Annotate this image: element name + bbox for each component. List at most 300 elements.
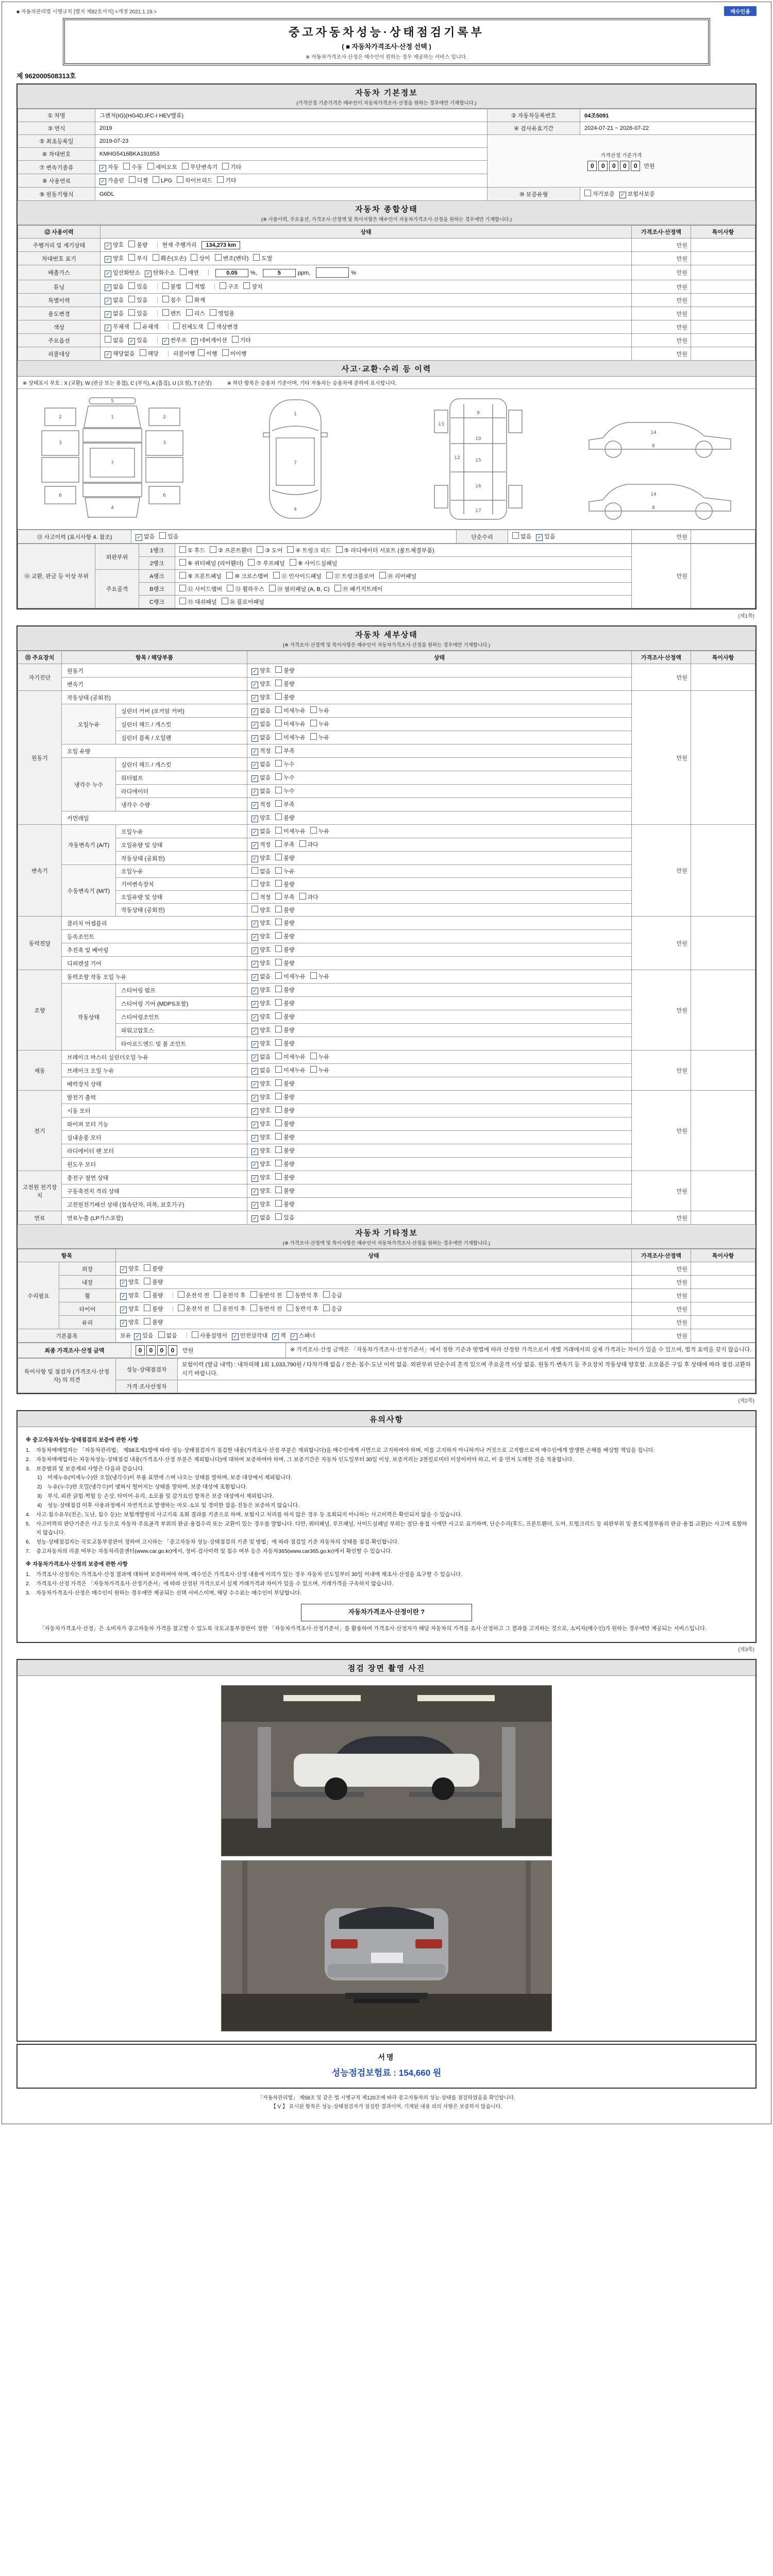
- checkbox[interactable]: [275, 959, 282, 965]
- checkbox-checked[interactable]: ✓: [251, 1122, 258, 1128]
- checkbox-option[interactable]: [186, 282, 205, 291]
- checkbox[interactable]: [512, 532, 519, 539]
- checkbox-option[interactable]: [287, 1291, 318, 1299]
- checkbox-option[interactable]: [251, 733, 271, 742]
- checkbox-checked[interactable]: ✓: [105, 243, 111, 249]
- checkbox-option[interactable]: [186, 309, 205, 317]
- checkbox[interactable]: [251, 880, 258, 887]
- checkbox[interactable]: [275, 1187, 282, 1193]
- checkbox[interactable]: [243, 282, 250, 289]
- checkbox[interactable]: [159, 532, 166, 539]
- checkbox-option[interactable]: [182, 163, 217, 171]
- checkbox[interactable]: [275, 906, 282, 912]
- checkbox[interactable]: [227, 585, 233, 591]
- checkbox-option[interactable]: [287, 546, 331, 554]
- checkbox-option[interactable]: [275, 760, 294, 768]
- checkbox-option[interactable]: [251, 893, 271, 901]
- checkbox[interactable]: [129, 176, 136, 183]
- checkbox-option[interactable]: [128, 241, 147, 249]
- checkbox-option[interactable]: [310, 720, 329, 728]
- checkbox-option[interactable]: [275, 840, 294, 849]
- checkbox-checked[interactable]: ✓: [251, 1175, 258, 1182]
- checkbox-option[interactable]: [251, 1160, 271, 1168]
- checkbox-checked[interactable]: ✓: [251, 1068, 258, 1075]
- checkbox-option[interactable]: [251, 880, 271, 888]
- checkbox-option[interactable]: [275, 680, 294, 688]
- checkbox-option[interactable]: [210, 546, 252, 554]
- checkbox[interactable]: [379, 572, 386, 579]
- checkbox[interactable]: [275, 919, 282, 925]
- checkbox-checked[interactable]: ✓: [251, 749, 258, 755]
- checkbox-checked[interactable]: ✓: [251, 1162, 258, 1168]
- checkbox[interactable]: [144, 1278, 150, 1284]
- checkbox-option[interactable]: [179, 546, 205, 554]
- checkbox-option[interactable]: [134, 323, 159, 331]
- checkbox-option[interactable]: [310, 1053, 329, 1061]
- checkbox-checked[interactable]: ✓: [99, 165, 106, 172]
- checkbox[interactable]: [162, 282, 169, 289]
- checkbox-checked[interactable]: ✓: [145, 270, 152, 277]
- checkbox[interactable]: [275, 733, 282, 740]
- checkbox[interactable]: [275, 867, 282, 874]
- checkbox-option[interactable]: [275, 1026, 294, 1034]
- checkbox-checked[interactable]: ✓: [120, 1320, 127, 1327]
- checkbox-checked[interactable]: ✓: [120, 1280, 127, 1286]
- checkbox[interactable]: [153, 254, 159, 261]
- checkbox-checked[interactable]: ✓: [120, 1293, 127, 1300]
- checkbox[interactable]: [220, 282, 226, 289]
- checkbox[interactable]: [179, 559, 186, 566]
- checkbox-option[interactable]: [158, 1331, 177, 1340]
- checkbox[interactable]: [128, 296, 135, 302]
- checkbox-checked[interactable]: ✓: [136, 534, 142, 541]
- checkbox-option[interactable]: [287, 1304, 318, 1313]
- checkbox-option[interactable]: [105, 268, 140, 277]
- checkbox-option[interactable]: [105, 309, 124, 318]
- checkbox[interactable]: [275, 666, 282, 673]
- checkbox-checked[interactable]: ✓: [251, 1202, 258, 1209]
- checkbox[interactable]: [191, 254, 197, 261]
- checkbox-option[interactable]: [105, 323, 129, 331]
- checkbox-option[interactable]: [251, 840, 271, 849]
- checkbox-checked[interactable]: ✓: [105, 298, 111, 304]
- checkbox-option[interactable]: [275, 972, 306, 980]
- checkbox[interactable]: [275, 1039, 282, 1046]
- checkbox[interactable]: [134, 323, 141, 329]
- checkbox[interactable]: [310, 706, 317, 713]
- checkbox-option[interactable]: [180, 268, 199, 277]
- checkbox-option[interactable]: [192, 1331, 227, 1340]
- checkbox[interactable]: [162, 296, 169, 302]
- checkbox-option[interactable]: [251, 666, 271, 675]
- checkbox[interactable]: [287, 1291, 293, 1298]
- checkbox[interactable]: [180, 268, 187, 275]
- checkbox-option[interactable]: [144, 1278, 163, 1286]
- checkbox-option[interactable]: [128, 254, 147, 262]
- checkbox[interactable]: [275, 1066, 282, 1073]
- checkbox-option[interactable]: [251, 959, 271, 968]
- checkbox-option[interactable]: [222, 598, 264, 606]
- checkbox[interactable]: [275, 1173, 282, 1180]
- checkbox[interactable]: [182, 163, 189, 170]
- checkbox-option[interactable]: [191, 254, 210, 262]
- checkbox[interactable]: [158, 1331, 165, 1338]
- checkbox[interactable]: [250, 1304, 257, 1311]
- checkbox-option[interactable]: [269, 585, 330, 593]
- checkbox[interactable]: [275, 720, 282, 726]
- checkbox-option[interactable]: [251, 1079, 271, 1088]
- checkbox-option[interactable]: [215, 254, 249, 262]
- checkbox-option[interactable]: [275, 867, 294, 875]
- checkbox[interactable]: [105, 336, 111, 343]
- checkbox-option[interactable]: [275, 999, 294, 1007]
- checkbox-checked[interactable]: ✓: [251, 856, 258, 862]
- checkbox[interactable]: [251, 893, 258, 900]
- checkbox-option[interactable]: [162, 309, 181, 317]
- checkbox-option[interactable]: [251, 972, 271, 981]
- checkbox[interactable]: [275, 840, 282, 847]
- checkbox-option[interactable]: [275, 814, 294, 822]
- checkbox-option[interactable]: [128, 336, 147, 345]
- checkbox-option[interactable]: [251, 1146, 271, 1155]
- checkbox-option[interactable]: [251, 945, 271, 954]
- checkbox-option[interactable]: [105, 282, 124, 291]
- checkbox-option[interactable]: [214, 1304, 246, 1313]
- checkbox[interactable]: [178, 1304, 184, 1311]
- checkbox[interactable]: [287, 1304, 293, 1311]
- checkbox-option[interactable]: [275, 1160, 294, 1168]
- checkbox-option[interactable]: [128, 282, 147, 291]
- checkbox-checked[interactable]: ✓: [251, 668, 258, 675]
- checkbox-checked[interactable]: ✓: [251, 735, 258, 742]
- checkbox-option[interactable]: [275, 854, 294, 862]
- checkbox-checked[interactable]: ✓: [232, 1333, 239, 1340]
- checkbox[interactable]: [275, 1106, 282, 1113]
- checkbox-option[interactable]: [147, 163, 178, 171]
- checkbox-checked[interactable]: ✓: [251, 988, 258, 994]
- checkbox-option[interactable]: [129, 176, 148, 184]
- checkbox-option[interactable]: [220, 282, 239, 291]
- checkbox-checked[interactable]: ✓: [120, 1307, 127, 1313]
- checkbox-option[interactable]: [275, 1012, 294, 1021]
- checkbox-option[interactable]: [257, 546, 282, 554]
- checkbox-option[interactable]: [145, 268, 175, 277]
- checkbox-option[interactable]: [136, 532, 155, 541]
- checkbox-checked[interactable]: ✓: [251, 775, 258, 782]
- checkbox-checked[interactable]: ✓: [251, 695, 258, 702]
- checkbox-option[interactable]: [251, 1120, 271, 1128]
- checkbox[interactable]: [323, 1304, 330, 1311]
- checkbox[interactable]: [232, 336, 239, 343]
- checkbox-option[interactable]: [275, 1106, 294, 1114]
- checkbox-option[interactable]: [251, 1039, 271, 1048]
- checkbox-option[interactable]: [123, 163, 142, 171]
- checkbox[interactable]: [310, 733, 317, 740]
- checkbox-option[interactable]: [275, 1053, 306, 1061]
- checkbox-option[interactable]: [178, 1291, 210, 1299]
- checkbox-option[interactable]: [173, 323, 204, 331]
- checkbox-option[interactable]: [105, 336, 124, 344]
- checkbox[interactable]: [275, 1079, 282, 1086]
- checkbox-option[interactable]: [251, 1012, 271, 1021]
- checkbox[interactable]: [275, 893, 282, 900]
- checkbox[interactable]: [336, 546, 343, 553]
- checkbox-option[interactable]: [120, 1278, 139, 1286]
- checkbox-option[interactable]: [251, 706, 271, 715]
- checkbox[interactable]: [275, 827, 282, 834]
- checkbox-option[interactable]: [105, 349, 135, 358]
- checkbox[interactable]: [275, 800, 282, 807]
- checkbox-checked[interactable]: ✓: [251, 816, 258, 822]
- checkbox[interactable]: [144, 1318, 150, 1325]
- checkbox-checked[interactable]: ✓: [120, 1266, 127, 1273]
- checkbox-option[interactable]: [159, 532, 178, 540]
- checkbox[interactable]: [144, 1264, 150, 1271]
- checkbox[interactable]: [177, 176, 183, 183]
- checkbox[interactable]: [128, 309, 135, 316]
- checkbox-option[interactable]: [222, 163, 241, 171]
- checkbox[interactable]: [275, 932, 282, 939]
- checkbox[interactable]: [173, 323, 180, 329]
- checkbox[interactable]: [334, 585, 341, 591]
- checkbox-option[interactable]: [214, 1291, 246, 1299]
- checkbox-option[interactable]: [232, 336, 251, 344]
- checkbox-checked[interactable]: ✓: [251, 1215, 258, 1222]
- checkbox-option[interactable]: [310, 972, 329, 980]
- checkbox-option[interactable]: [275, 827, 306, 835]
- checkbox[interactable]: [275, 693, 282, 700]
- checkbox[interactable]: [275, 1120, 282, 1126]
- checkbox-option[interactable]: [105, 296, 124, 304]
- checkbox[interactable]: [250, 1291, 257, 1298]
- checkbox[interactable]: [275, 986, 282, 992]
- checkbox[interactable]: [144, 1291, 150, 1298]
- checkbox-option[interactable]: [275, 1200, 294, 1208]
- checkbox[interactable]: [222, 163, 229, 170]
- checkbox[interactable]: [128, 282, 135, 289]
- checkbox[interactable]: [310, 972, 317, 979]
- checkbox-option[interactable]: [275, 1066, 306, 1074]
- checkbox-option[interactable]: [250, 1291, 282, 1299]
- checkbox[interactable]: [179, 585, 186, 591]
- checkbox-option[interactable]: [226, 572, 268, 580]
- checkbox-checked[interactable]: ✓: [105, 311, 111, 318]
- checkbox[interactable]: [299, 840, 306, 847]
- checkbox[interactable]: [275, 1160, 282, 1166]
- checkbox-option[interactable]: [162, 282, 181, 291]
- checkbox[interactable]: [275, 854, 282, 860]
- checkbox-option[interactable]: [273, 572, 322, 580]
- checkbox-checked[interactable]: ✓: [251, 1135, 258, 1142]
- checkbox[interactable]: [275, 1213, 282, 1220]
- checkbox[interactable]: [186, 309, 193, 316]
- checkbox-option[interactable]: [251, 814, 271, 822]
- checkbox-option[interactable]: [275, 893, 294, 901]
- checkbox-option[interactable]: [105, 241, 124, 249]
- checkbox[interactable]: [275, 945, 282, 952]
- checkbox[interactable]: [178, 1291, 184, 1298]
- checkbox-option[interactable]: [251, 1173, 271, 1182]
- checkbox-option[interactable]: [250, 1304, 282, 1313]
- checkbox-checked[interactable]: ✓: [105, 270, 111, 277]
- checkbox[interactable]: [214, 1304, 221, 1311]
- checkbox-option[interactable]: [584, 190, 615, 198]
- checkbox-option[interactable]: [275, 919, 294, 927]
- checkbox-option[interactable]: [177, 176, 212, 184]
- checkbox-checked[interactable]: ✓: [128, 338, 135, 345]
- checkbox-option[interactable]: [275, 986, 294, 994]
- checkbox-option[interactable]: [275, 800, 294, 808]
- checkbox-option[interactable]: [179, 598, 217, 606]
- checkbox-checked[interactable]: ✓: [134, 1333, 141, 1340]
- checkbox-option[interactable]: [275, 733, 306, 741]
- checkbox-option[interactable]: [536, 532, 555, 541]
- checkbox-checked[interactable]: ✓: [251, 1001, 258, 1008]
- checkbox[interactable]: [198, 349, 205, 356]
- checkbox-option[interactable]: [134, 1331, 153, 1340]
- checkbox-option[interactable]: [275, 880, 294, 888]
- checkbox-option[interactable]: [144, 1304, 163, 1313]
- checkbox-checked[interactable]: ✓: [251, 1014, 258, 1021]
- checkbox-option[interactable]: [291, 1331, 315, 1340]
- checkbox-option[interactable]: [251, 1187, 271, 1195]
- checkbox[interactable]: [210, 546, 216, 553]
- checkbox-option[interactable]: [275, 1093, 294, 1101]
- checkbox-checked[interactable]: ✓: [251, 947, 258, 954]
- checkbox-checked[interactable]: ✓: [251, 708, 258, 715]
- checkbox-checked[interactable]: ✓: [251, 1108, 258, 1115]
- checkbox-option[interactable]: [275, 932, 294, 940]
- checkbox-option[interactable]: [275, 1079, 294, 1088]
- checkbox[interactable]: [253, 254, 260, 261]
- checkbox-option[interactable]: [144, 1291, 163, 1299]
- checkbox-option[interactable]: [99, 176, 124, 185]
- checkbox-option[interactable]: [227, 585, 264, 593]
- checkbox[interactable]: [217, 176, 224, 183]
- checkbox-checked[interactable]: ✓: [251, 921, 258, 927]
- checkbox-option[interactable]: [251, 787, 271, 795]
- checkbox-option[interactable]: [251, 867, 271, 875]
- checkbox[interactable]: [275, 747, 282, 753]
- checkbox[interactable]: [326, 572, 333, 579]
- checkbox-option[interactable]: [198, 349, 217, 358]
- checkbox[interactable]: [208, 323, 214, 329]
- checkbox-option[interactable]: [251, 1026, 271, 1035]
- checkbox-option[interactable]: [99, 163, 119, 172]
- checkbox[interactable]: [215, 254, 222, 261]
- checkbox[interactable]: [310, 720, 317, 726]
- checkbox-option[interactable]: [310, 733, 329, 741]
- checkbox-option[interactable]: [275, 1187, 294, 1195]
- checkbox-option[interactable]: [120, 1304, 139, 1313]
- checkbox[interactable]: [179, 598, 186, 604]
- checkbox-option[interactable]: [275, 1039, 294, 1047]
- checkbox-option[interactable]: [251, 720, 271, 728]
- checkbox-option[interactable]: [251, 986, 271, 994]
- checkbox-option[interactable]: [144, 1264, 163, 1273]
- checkbox[interactable]: [275, 880, 282, 887]
- checkbox-option[interactable]: [310, 706, 329, 715]
- checkbox-option[interactable]: [251, 827, 271, 836]
- checkbox-option[interactable]: [275, 1120, 294, 1128]
- checkbox-checked[interactable]: ✓: [251, 1081, 258, 1088]
- checkbox-option[interactable]: [251, 680, 271, 688]
- checkbox-option[interactable]: [275, 1146, 294, 1155]
- checkbox[interactable]: [275, 787, 282, 793]
- checkbox-option[interactable]: [251, 932, 271, 941]
- checkbox[interactable]: [275, 773, 282, 780]
- checkbox-option[interactable]: [336, 546, 434, 554]
- checkbox-option[interactable]: [251, 773, 271, 782]
- checkbox-option[interactable]: [217, 176, 236, 184]
- checkbox-option[interactable]: [275, 666, 294, 674]
- checkbox[interactable]: [275, 814, 282, 820]
- checkbox[interactable]: [162, 309, 169, 316]
- checkbox[interactable]: [210, 309, 216, 316]
- checkbox-option[interactable]: [128, 309, 147, 317]
- checkbox-checked[interactable]: ✓: [105, 325, 111, 331]
- checkbox-checked[interactable]: ✓: [619, 192, 626, 198]
- checkbox-option[interactable]: [299, 840, 318, 849]
- checkbox[interactable]: [186, 282, 193, 289]
- checkbox-option[interactable]: [210, 309, 234, 317]
- checkbox-option[interactable]: [323, 1291, 342, 1299]
- checkbox-option[interactable]: [251, 1106, 271, 1115]
- checkbox-option[interactable]: [179, 585, 222, 593]
- checkbox-option[interactable]: [299, 893, 318, 901]
- checkbox-checked[interactable]: ✓: [251, 1028, 258, 1035]
- checkbox[interactable]: [275, 1026, 282, 1032]
- checkbox-checked[interactable]: ✓: [251, 762, 258, 769]
- checkbox-checked[interactable]: ✓: [536, 534, 543, 541]
- checkbox[interactable]: [144, 1304, 150, 1311]
- checkbox[interactable]: [251, 906, 258, 912]
- checkbox-option[interactable]: [379, 572, 417, 580]
- checkbox-checked[interactable]: ✓: [251, 961, 258, 968]
- checkbox-option[interactable]: [251, 747, 271, 755]
- checkbox[interactable]: [299, 893, 306, 900]
- checkbox-checked[interactable]: ✓: [272, 1333, 279, 1340]
- checkbox-checked[interactable]: ✓: [105, 284, 111, 291]
- checkbox[interactable]: [251, 867, 258, 874]
- checkbox[interactable]: [222, 598, 228, 604]
- checkbox-option[interactable]: [251, 906, 271, 914]
- checkbox-option[interactable]: [232, 1331, 267, 1340]
- checkbox-checked[interactable]: ✓: [251, 1189, 258, 1195]
- checkbox-option[interactable]: [128, 296, 147, 304]
- checkbox-option[interactable]: [310, 1066, 329, 1074]
- checkbox-option[interactable]: [251, 693, 271, 702]
- checkbox[interactable]: [123, 163, 130, 170]
- checkbox[interactable]: [275, 1146, 282, 1153]
- checkbox-checked[interactable]: ✓: [251, 802, 258, 809]
- checkbox-checked[interactable]: ✓: [251, 722, 258, 728]
- checkbox[interactable]: [192, 1331, 198, 1338]
- checkbox[interactable]: [128, 254, 135, 261]
- checkbox[interactable]: [186, 296, 193, 302]
- checkbox-option[interactable]: [275, 706, 306, 715]
- checkbox[interactable]: [287, 546, 294, 553]
- checkbox-option[interactable]: [144, 1318, 163, 1326]
- checkbox-option[interactable]: [275, 1173, 294, 1181]
- checkbox-option[interactable]: [251, 760, 271, 769]
- checkbox-option[interactable]: [275, 747, 294, 755]
- checkbox-option[interactable]: [275, 693, 294, 701]
- checkbox-checked[interactable]: ✓: [251, 1055, 258, 1061]
- checkbox[interactable]: [275, 680, 282, 686]
- checkbox-option[interactable]: [251, 1093, 271, 1101]
- checkbox-checked[interactable]: ✓: [105, 351, 111, 358]
